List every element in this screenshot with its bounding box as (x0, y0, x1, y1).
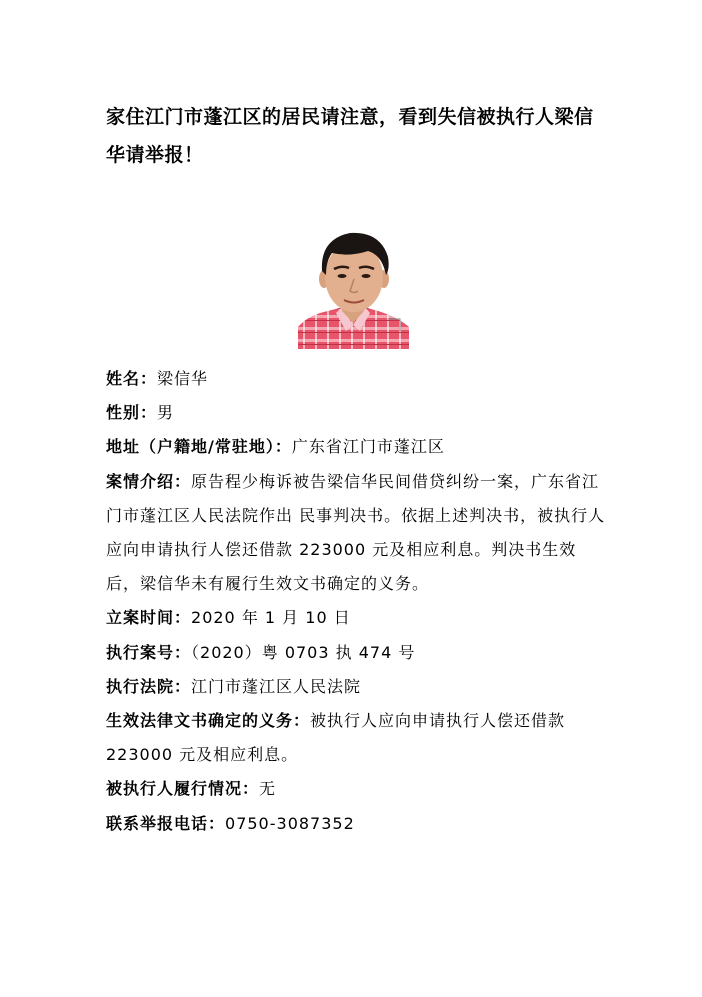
field-court-label: 执行法院： (106, 676, 192, 696)
field-report-phone (106, 807, 606, 841)
field-performance-value: 无 (259, 779, 277, 799)
field-case-number-value: （2020）粤 0703 执 474 号 (191, 642, 416, 662)
field-case-summary (106, 465, 606, 602)
field-filing-date-label: 立案时间： (106, 608, 192, 628)
field-performance-label: 被执行人履行情况： (106, 779, 260, 799)
field-filing-date-value: 2020 年 1 月 10 日 (191, 608, 351, 628)
field-address (106, 430, 606, 464)
field-obligation-label: 生效法律文书确定的义务： (106, 711, 311, 731)
headline: 家住江门市蓬江区的居民请注意，看到失信被执行人梁信华请举报！ (106, 106, 594, 166)
person-photo (298, 227, 409, 349)
person-portrait-icon (298, 227, 409, 349)
field-name (106, 362, 606, 396)
field-address-label: 地址（户籍地/常驻地）： (106, 437, 292, 457)
field-gender-value: 男 (157, 403, 175, 423)
field-name-value: 梁信华 (157, 369, 209, 388)
field-case-number (106, 636, 606, 670)
field-case-number-label: 执行案号： (106, 642, 192, 662)
field-performance (106, 772, 606, 806)
field-address-value: 广东省江门市蓬江区 (291, 437, 445, 457)
field-case-summary-label: 案情介绍： (106, 471, 192, 491)
field-obligation-value: 被执行人应向申请执行人偿还借款 223000 元及相应利息。 (106, 711, 566, 765)
field-report-phone-value: 0750-3087352 (225, 813, 355, 833)
field-obligation (106, 704, 606, 772)
field-case-summary-value: 原告程少梅诉被告梁信华民间借贷纠纷一案，广东省江门市蓬江区人民法院作出 民事判决书。依据上述判决书，被执行人应向申请执行人偿还借款 223000 元及相应利息。判决书生效后，梁信华未有履行生效文书确定的义务。 (106, 471, 606, 594)
field-name-label: 姓名： (106, 369, 158, 388)
field-gender (106, 396, 606, 430)
field-filing-date (106, 601, 606, 635)
field-court-value: 江门市蓬江区人民法院 (191, 676, 362, 696)
field-court (106, 670, 606, 704)
field-report-phone-label: 联系举报电话： (106, 813, 226, 833)
case-details (106, 362, 606, 841)
field-gender-label: 性别： (106, 403, 158, 423)
